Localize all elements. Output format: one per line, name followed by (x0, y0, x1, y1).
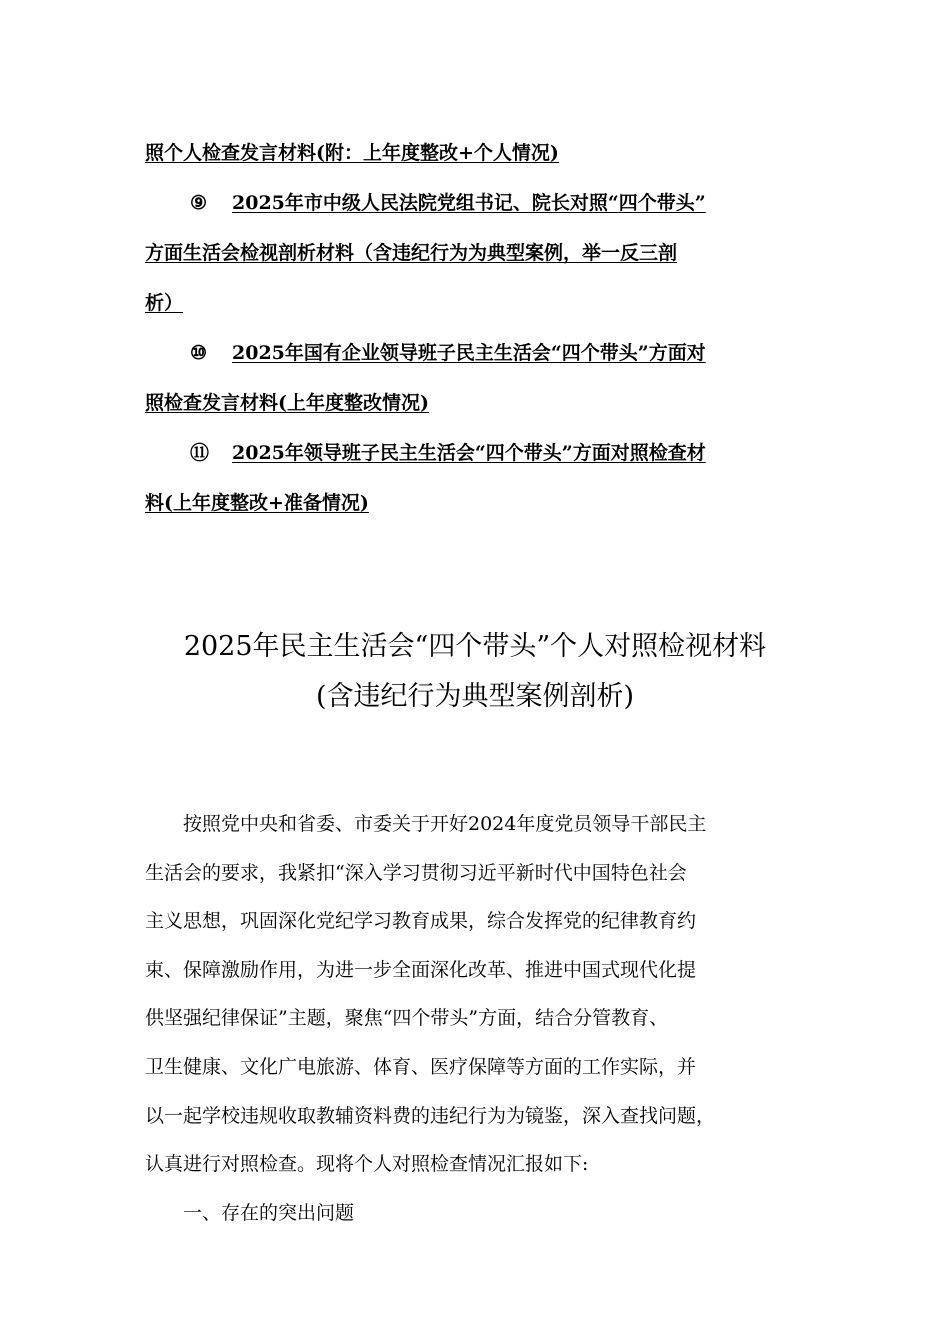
paragraph-line: 供坚强纪律保证”主题，聚焦“四个带头”方面，结合分管教育、 (145, 1007, 669, 1030)
toc-line (145, 228, 805, 278)
paragraph-line: 束、保障激励作用，为进一步全面深化改革、推进中国式现代化提 (145, 958, 697, 981)
paragraph-line: 主义思想，巩固深化党纪学习教育成果，综合发挥党的纪律教育约 (145, 910, 697, 933)
toc-link-item-9-cont[interactable]: 方面生活会检视剖析材料（含违纪行为为典型案例，举一反三剖 (145, 242, 678, 264)
toc-item-11 (145, 428, 805, 478)
toc-number-10: ⑩ (190, 342, 208, 364)
toc-number-11: ⑪ (190, 442, 210, 464)
toc-number-9: ⑨ (190, 192, 208, 214)
toc-link-item-9[interactable]: 2025年市中级人民法院党组书记、院长对照“四个带头” (232, 192, 706, 214)
toc-link-prev-item[interactable]: 照个人检查发言材料(附：上年度整改+个人情况) (145, 142, 559, 164)
toc-line (145, 378, 805, 428)
paragraph-line: 认真进行对照检查。现将个人对照检查情况汇报如下: (145, 1153, 589, 1176)
toc-line (145, 478, 805, 528)
toc-link-item-11-cont[interactable]: 料(上年度整改+准备情况) (145, 492, 369, 514)
toc-item-10 (145, 328, 805, 378)
paragraph-line: 以一起学校违规收取教辅资料费的违纪行为为镜鉴，深入查找问题， (145, 1104, 716, 1127)
document-title (0, 622, 950, 722)
title-line-2: (含违纪行为典型案例剖析) (315, 681, 635, 712)
paragraph-line: 卫生健康、文化广电旅游、体育、医疗保障等方面的工作实际，并 (145, 1055, 697, 1078)
toc-link-item-10-cont[interactable]: 照检查发言材料(上年度整改情况) (145, 392, 429, 414)
toc-link-item-9-end[interactable]: 析） (145, 292, 184, 314)
paragraph-line: 生活会的要求，我紧扣“深入学习贯彻习近平新时代中国特色社会 (145, 861, 687, 884)
section-heading: 一、存在的突出问题 (183, 1201, 355, 1224)
paragraph-line: 按照党中央和省委、市委关于开好2024年度党员领导干部民主 (183, 813, 707, 835)
toc-item-9 (145, 178, 805, 228)
toc-line (145, 278, 805, 328)
title-line-1: 2025年民主生活会“四个带头”个人对照检视材料 (183, 631, 767, 662)
table-of-contents (145, 128, 805, 528)
toc-line (145, 128, 805, 178)
toc-link-item-11[interactable]: 2025年领导班子民主生活会“四个带头”方面对照检查材 (232, 442, 706, 464)
toc-link-item-10[interactable]: 2025年国有企业领导班子民主生活会“四个带头”方面对 (232, 342, 706, 364)
body-paragraph (145, 800, 825, 1237)
